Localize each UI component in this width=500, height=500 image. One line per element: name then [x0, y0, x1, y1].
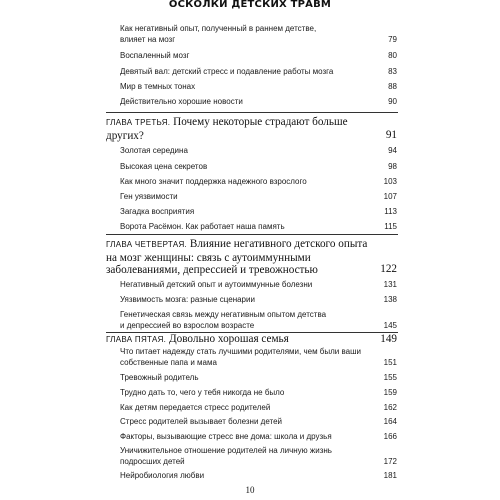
toc-entry: [120, 402, 395, 413]
toc-entry-title-line: собственные папа и мама: [120, 358, 217, 367]
toc-entry-page: 172: [383, 457, 397, 466]
toc-entry-page: 159: [383, 388, 397, 397]
toc-entry-page: 103: [383, 177, 397, 186]
toc-entry: [120, 431, 395, 442]
running-title: ОСКОЛКИ ДЕТСКИХ ТРАВМ: [168, 0, 332, 10]
toc-entry-title-line: Действительно хорошие новости: [120, 97, 243, 106]
toc-entry-title-line: Мир в темных тонах: [120, 82, 196, 91]
toc-entry: [120, 50, 395, 61]
toc-entry-page: 98: [388, 162, 397, 171]
toc-entry: [120, 372, 395, 383]
chapter-title-line: Влияние негативного детского опыта: [189, 238, 368, 250]
toc-entry-title-line: Негативный детский опыт и аутоиммунные болезни: [120, 280, 313, 289]
chapter-page: 122: [380, 263, 397, 275]
toc-entry-title-line: Как детям передается стресс родителей: [120, 403, 271, 412]
toc-entry-page: 162: [383, 403, 397, 412]
chapter-page: 149: [380, 333, 397, 345]
toc-entry-page: 107: [383, 192, 397, 201]
page-number: 10: [245, 485, 255, 495]
toc-entry-title-line: подросших детей: [120, 457, 185, 466]
toc-entry: [120, 279, 395, 290]
toc-entry-title-line: Как много значит поддержка надежного взрослого: [120, 177, 307, 186]
toc-entry: [120, 145, 395, 156]
toc-entry: [120, 309, 395, 331]
toc-entry: [120, 23, 395, 45]
toc-entry: [120, 81, 395, 92]
toc-entry-title-line: Воспаленный мозг: [120, 51, 190, 60]
chapter-title-line: на мозг женщины: связь с аутоиммунными: [106, 251, 311, 264]
chapter-title-line: заболеваниями, депрессией и тревожностью: [106, 264, 318, 277]
toc-entry-title-line: Высокая цена секретов: [120, 162, 208, 171]
toc-entry-page: 181: [383, 471, 397, 480]
toc-entry-page: 113: [384, 207, 397, 216]
toc-entry-page: 88: [388, 82, 397, 91]
toc-entry: [120, 96, 395, 107]
chapter-heading: [106, 333, 371, 347]
chapter-divider: [106, 234, 398, 235]
toc-entry-title-line: Ворота Расёмон. Как работает наша память: [120, 222, 285, 231]
toc-entry-title-line: Нейробиология любви: [120, 471, 205, 480]
toc-entry-title-line: Загадка восприятия: [120, 207, 195, 216]
toc-entry-title-line: Ген уязвимости: [120, 192, 178, 201]
chapter-label: ГЛАВА ТРЕТЬЯ.: [106, 118, 171, 127]
toc-entry-title-line: Девятый вал: детский стресс и подавление работы мозга: [120, 67, 334, 76]
toc-entry: [120, 221, 395, 232]
toc-entry-title-line: Тревожный родитель: [120, 373, 199, 382]
toc-entry-page: 80: [388, 51, 397, 60]
toc-entry-page: 94: [388, 146, 397, 155]
toc-entry-page: 166: [383, 432, 397, 441]
toc-entry-page: 164: [383, 417, 397, 426]
toc-entry-title-line: Стресс родителей вызывает болезни детей: [120, 417, 283, 426]
chapter-page: 91: [385, 129, 397, 141]
chapter-divider: [106, 112, 398, 113]
toc-entry: [120, 445, 395, 467]
toc-entry: [120, 161, 395, 172]
toc-entry: [120, 176, 395, 187]
toc-entry: [120, 191, 395, 202]
toc-entry-title-line: влияет на мозг: [120, 35, 176, 44]
toc-entry-title-line: и депрессией во взрослом возрасте: [120, 321, 255, 330]
toc-entry-page: 151: [383, 358, 397, 367]
toc-entry: [120, 206, 395, 217]
toc-entry-title-line: Генетическая связь между негативным опытом детства: [120, 310, 327, 319]
chapter-label: ГЛАВА ПЯТАЯ.: [106, 335, 167, 344]
toc-entry: [120, 66, 395, 77]
chapter-title-line: Довольно хорошая семья: [168, 333, 289, 345]
toc-entry: [120, 470, 395, 481]
toc-entry-page: 131: [383, 280, 397, 289]
toc-entry-title-line: Уничижительное отношение родителей на личную жизнь: [120, 446, 332, 455]
chapter-heading: [106, 116, 371, 142]
toc-entry-title-line: Трудно дать то, чего у тебя никогда не было: [120, 388, 285, 397]
toc-entry-page: 90: [388, 97, 397, 106]
toc-entry: [120, 294, 395, 305]
toc-entry-title-line: Факторы, вызывающие стресс вне дома: школа и друзья: [120, 432, 332, 441]
chapter-heading: [106, 238, 371, 277]
chapter-label: ГЛАВА ЧЕТВЕРТАЯ.: [106, 240, 188, 249]
toc-entry: [120, 416, 395, 427]
chapter-title-line: других?: [106, 129, 144, 142]
toc-entry-title-line: Золотая середина: [120, 146, 188, 155]
toc-entry-title-line: Как негативный опыт, полученный в раннем детстве,: [120, 24, 317, 33]
toc-entry-title-line: Что питает надежду стать лучшими родителями, чем были ваши: [120, 347, 361, 356]
chapter-title-line: Почему некоторые страдают больше: [173, 116, 348, 128]
toc-entry-page: 115: [384, 222, 397, 231]
toc-entry: [120, 387, 395, 398]
toc-entry-page: 145: [383, 321, 397, 330]
toc-entry-title-line: Уязвимость мозга: разные сценарии: [120, 295, 255, 304]
toc-entry-page: 79: [388, 35, 397, 44]
toc-entry-page: 83: [388, 67, 397, 76]
toc-entry-page: 138: [383, 295, 397, 304]
toc-entry: [120, 346, 395, 368]
toc-entry-page: 155: [383, 373, 397, 382]
